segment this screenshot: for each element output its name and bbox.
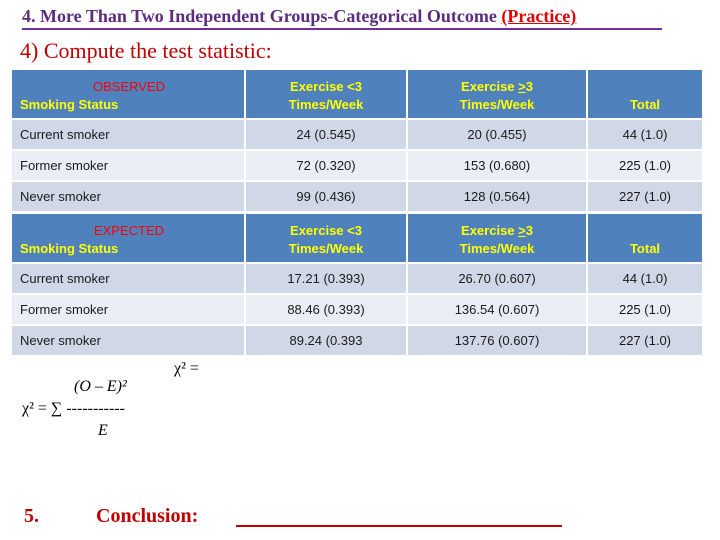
exercise-lt3-line1: Exercise <3 <box>290 223 362 238</box>
formula-denominator: E <box>98 422 108 439</box>
cell-exercise-ge3: 128 (0.564) <box>407 181 587 211</box>
table-row <box>12 181 702 211</box>
ge-number: 3 <box>525 223 533 238</box>
table-row <box>12 294 702 325</box>
cell-exercise-ge3: 136.54 (0.607) <box>407 294 587 325</box>
exercise-ge3-header <box>407 70 587 119</box>
expected-table <box>12 214 702 355</box>
cell-exercise-lt3: 17.21 (0.393) <box>245 263 407 294</box>
row-label: Current smoker <box>12 119 245 150</box>
total-header: Total <box>587 214 702 263</box>
exercise-ge3-header <box>407 214 587 263</box>
cell-exercise-lt3: 88.46 (0.393) <box>245 294 407 325</box>
cell-total: 225 (1.0) <box>587 150 702 181</box>
ge-symbol: > <box>518 223 526 238</box>
row-label: Never smoker <box>12 325 245 355</box>
expected-status-header <box>12 214 245 263</box>
cell-total: 44 (1.0) <box>587 263 702 294</box>
cell-total: 225 (1.0) <box>587 294 702 325</box>
conclusion-answer-line[interactable] <box>236 525 562 527</box>
conclusion-section <box>24 505 198 528</box>
cell-exercise-lt3: 89.24 (0.393 <box>245 325 407 355</box>
expected-header-row <box>12 214 702 263</box>
expected-tag: EXPECTED <box>93 223 165 238</box>
exercise-ge3-line1: Exercise >3 <box>461 79 533 94</box>
cell-exercise-ge3: 153 (0.680) <box>407 150 587 181</box>
cell-exercise-ge3: 26.70 (0.607) <box>407 263 587 294</box>
exercise-lt3-line2: Times/Week <box>288 241 364 256</box>
exercise-ge3-line2: Times/Week <box>459 97 535 112</box>
formula-lhs: χ² = ∑ ----------- <box>22 400 125 417</box>
chi-square-equals: χ² = <box>174 360 199 377</box>
cell-exercise-ge3: 137.76 (0.607) <box>407 325 587 355</box>
cell-total: 44 (1.0) <box>587 119 702 150</box>
row-label: Current smoker <box>12 263 245 294</box>
cell-total: 227 (1.0) <box>587 325 702 355</box>
table-row <box>12 325 702 355</box>
exercise-lt3-line1: Exercise <3 <box>290 79 362 94</box>
ge-symbol: > <box>518 79 526 94</box>
table-row <box>12 119 702 150</box>
row-label: Former smoker <box>12 294 245 325</box>
observed-table <box>12 70 702 211</box>
row-label: Former smoker <box>12 150 245 181</box>
row-label: Never smoker <box>12 181 245 211</box>
ge-number: 3 <box>525 79 533 94</box>
observed-status-header <box>12 70 245 119</box>
total-header: Total <box>587 70 702 119</box>
table-row <box>12 150 702 181</box>
exercise-lt3-header <box>245 214 407 263</box>
chi-square-formula <box>22 378 162 444</box>
exercise-lt3-line2: Times/Week <box>288 97 364 112</box>
slide-heading <box>22 6 662 30</box>
cell-exercise-lt3: 24 (0.545) <box>245 119 407 150</box>
cell-exercise-lt3: 72 (0.320) <box>245 150 407 181</box>
cell-exercise-ge3: 20 (0.455) <box>407 119 587 150</box>
slide-subheading: 4) Compute the test statistic: <box>20 38 272 63</box>
exercise-lt3-header <box>245 70 407 119</box>
formula-numerator: (O – E)² <box>74 378 127 395</box>
conclusion-number: 5. <box>24 505 39 527</box>
conclusion-label: Conclusion: <box>96 505 199 527</box>
practice-tag: (Practice) <box>501 6 577 26</box>
slide-heading-text: 4. More Than Two Independent Groups-Categorical Outcome <box>22 6 497 26</box>
status-header-label: Smoking Status <box>20 97 119 112</box>
exercise-ge3-line2: Times/Week <box>459 241 535 256</box>
table-row <box>12 263 702 294</box>
cell-total: 227 (1.0) <box>587 181 702 211</box>
observed-header-row <box>12 70 702 119</box>
exercise-ge3-line1: Exercise >3 <box>461 223 533 238</box>
observed-tag: OBSERVED <box>92 79 165 94</box>
status-header-label: Smoking Status <box>20 241 119 256</box>
cell-exercise-lt3: 99 (0.436) <box>245 181 407 211</box>
